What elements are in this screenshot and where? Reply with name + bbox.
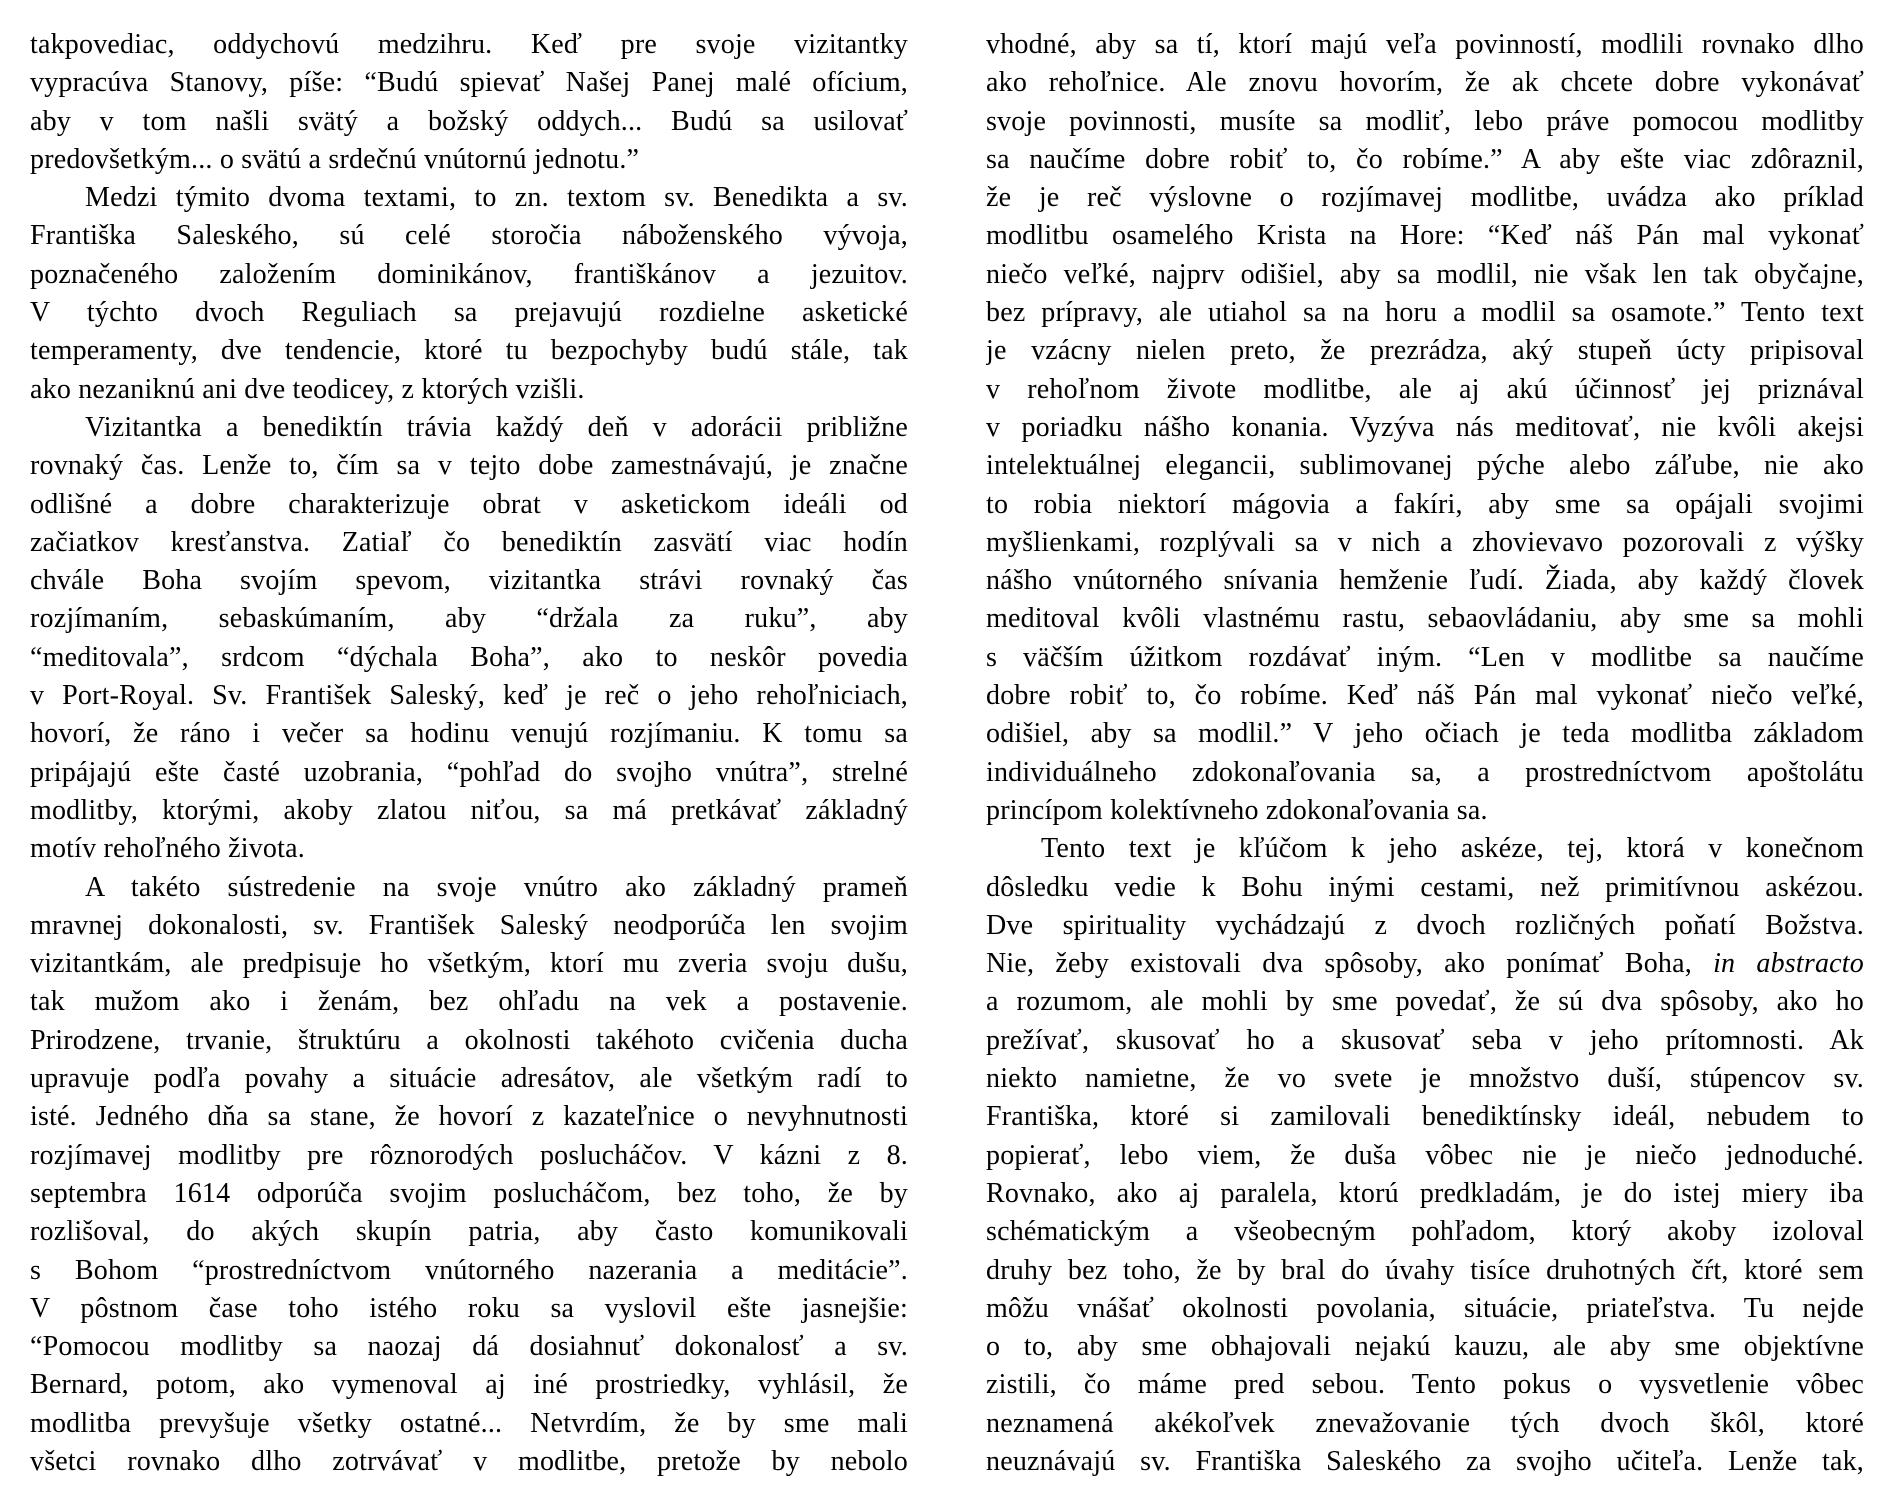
- text-line: Dve spirituality vychádzajú z dvoch rozličných poňatí Božstva.: [986, 909, 1864, 941]
- text-line: zistili, čo máme pred sebou. Tento pokus o vysvetlenie vôbec: [986, 1369, 1864, 1401]
- text-line: začiatkov kresťanstva. Zatiaľ čo benediktín zasvätí viac hodín: [30, 526, 908, 558]
- text-line: s Bohom “prostredníctvom vnútorného nazerania a meditácie”.: [30, 1254, 908, 1286]
- text-line: druhy bez toho, že by bral do úvahy tisíce druhotných čŕt, ktoré sem: [986, 1254, 1864, 1286]
- text-line: a rozumom, ale mohli by sme povedať, že sú dva spôsoby, ako ho: [986, 986, 1864, 1018]
- text-line: Vizitantka a benediktín trávia každý deň v adorácii približne: [85, 411, 908, 443]
- text-line: že je reč výslovne o rozjímavej modlitbe, uvádza ako príklad: [986, 182, 1864, 214]
- text-line: Tento text je kľúčom k jeho askéze, tej, ktorá v konečnom: [1041, 833, 1864, 865]
- text-line: Nie, žeby existovali dva spôsoby, ako ponímať Boha, in abstracto: [986, 948, 1864, 980]
- text-line: motív rehoľného života.: [30, 833, 305, 865]
- text-line: Františka, ktoré si zamilovali benediktínsky ideál, nebudem to: [986, 1101, 1864, 1133]
- text-line: septembra 1614 odporúča svojim poslucháčom, bez toho, že by: [30, 1177, 908, 1209]
- text-line: modlitbu osamelého Krista na Hore: “Keď náš Pán mal vykonať: [986, 220, 1864, 252]
- text-line: niečo veľké, najprv odišiel, aby sa modlil, nie však len tak obyčajne,: [986, 258, 1864, 290]
- text-line: aby v tom našli svätý a božský oddych... Budú sa usilovať: [30, 105, 908, 137]
- text-line: vhodné, aby sa tí, ktorí majú veľa povinností, modlili rovnako dlho: [986, 29, 1864, 60]
- text-line: pripájajú ešte časté uzobrania, “pohľad do svojho vnútra”, strelné: [30, 756, 908, 788]
- text-line: tak mužom ako i ženám, bez ohľadu na vek a postavenie.: [30, 986, 908, 1018]
- text-line: intelektuálnej elegancii, sublimovanej pýche alebo záľube, nie ako: [986, 450, 1864, 482]
- text-line: ako nezaniknú ani dve teodicey, z ktorých vzišli.: [30, 373, 585, 405]
- text-line: niekto namietne, že vo svete je množstvo duší, stúpencov sv.: [986, 1063, 1864, 1095]
- text-line: všetci rovnako dlho zotrvávať v modlitbe, pretože by nebolo: [30, 1445, 908, 1477]
- text-line: ako rehoľnice. Ale znovu hovorím, že ak chcete dobre vykonávať: [986, 67, 1864, 99]
- text-line: to robia niektorí mágovia a fakíri, aby sme sa opájali svojimi: [986, 488, 1864, 520]
- text-line: meditoval kvôli vlastnému rastu, sebaovládaniu, aby sme sa mohli: [986, 603, 1864, 635]
- text-line: schématickým a všeobecným pohľadom, ktorý akoby izoloval: [986, 1216, 1864, 1248]
- text-line: myšlienkami, rozplývali sa v nich a zhovievavo pozorovali z výšky: [986, 526, 1864, 558]
- text-column-right: [986, 26, 1864, 1500]
- text-line: rozjímavej modlitby pre rôznorodých poslucháčov. V kázni z 8.: [30, 1139, 908, 1171]
- text-line: “meditovala”, srdcom “dýchala Boha”, ako to neskôr povedia: [30, 641, 908, 673]
- text-line: neuznávajú sv. Františka Saleského za svojho učiteľa. Lenže tak,: [986, 1445, 1864, 1477]
- text-line: je vzácny nielen preto, že prezrádza, aký stupeň úcty pripisoval: [986, 335, 1864, 367]
- text-line: Bernard, potom, ako vymenoval aj iné prostriedky, vyhlásil, že: [30, 1369, 908, 1401]
- text-line: sa naučíme dobre robiť to, čo robíme.” A aby ešte viac zdôraznil,: [986, 143, 1864, 175]
- text-line: “Pomocou modlitby sa naozaj dá dosiahnuť dokonalosť a sv.: [30, 1331, 908, 1363]
- text-line: dôsledku vedie k Bohu inými cestami, než primitívnou askézou.: [986, 871, 1864, 903]
- text-line: modlitba prevyšuje všetky ostatné... Netvrdím, že by sme mali: [30, 1407, 908, 1439]
- text-line: môžu vnášať okolnosti povolania, situácie, priateľstva. Tu nejde: [986, 1292, 1864, 1324]
- text-line: princípom kolektívneho zdokonaľovania sa.: [986, 794, 1488, 826]
- text-line: o to, aby sme obhajovali nejakú kauzu, ale aby sme objektívne: [986, 1331, 1864, 1363]
- text-line: svoje povinnosti, musíte sa modliť, lebo práve pomocou modlitby: [986, 105, 1864, 137]
- text-line: predovšetkým... o svätú a srdečnú vnútornú jednotu.”: [30, 143, 640, 175]
- text-line: vizitantkám, ale predpisuje ho všetkým, ktorí mu zveria svoju dušu,: [30, 948, 908, 980]
- text-line: Rovnako, ako aj paralela, ktorú predkladám, je do istej miery iba: [986, 1177, 1864, 1209]
- text-line: individuálneho zdokonaľovania sa, a prostredníctvom apoštolátu: [986, 756, 1864, 788]
- text-line: v Port-Royal. Sv. František Saleský, keď je reč o jeho rehoľniciach,: [30, 680, 908, 712]
- text-column-left: [30, 26, 908, 1500]
- text-line: Medzi týmito dvoma textami, to zn. textom sv. Benedikta a sv.: [85, 182, 908, 214]
- text-line: odišiel, aby sa modlil.” V jeho očiach je teda modlitba základom: [986, 718, 1864, 750]
- text-line: V týchto dvoch Reguliach sa prejavujú rozdielne asketické: [30, 297, 908, 329]
- text-line: V pôstnom čase toho istého roku sa vyslovil ešte jasnejšie:: [30, 1292, 908, 1324]
- text-line: chvále Boha svojím spevom, vizitantka strávi rovnaký čas: [30, 565, 908, 597]
- text-line: takpovediac, oddychovú medzihru. Keď pre svoje vizitantky: [30, 29, 908, 60]
- text-line: rovnaký čas. Lenže to, čím sa v tejto dobe zamestnávajú, je značne: [30, 450, 908, 482]
- text-line: isté. Jedného dňa sa stane, že hovorí z kazateľnice o nevyhnutnosti: [30, 1101, 908, 1133]
- text-line: prežívať, skusovať ho a skusovať seba v jeho prítomnosti. Ak: [986, 1024, 1864, 1056]
- text-line: Prirodzene, trvanie, štruktúru a okolnosti takéhoto cvičenia ducha: [30, 1024, 908, 1056]
- text-line: nášho vnútorného snívania hemženie ľudí. Žiada, aby každý človek: [986, 565, 1864, 597]
- text-line: Františka Saleského, sú celé storočia náboženského vývoja,: [30, 220, 908, 252]
- text-line: popierať, lebo viem, že duša vôbec nie je niečo jednoduché.: [986, 1139, 1864, 1171]
- text-line: temperamenty, dve tendencie, ktoré tu bezpochyby budú stále, tak: [30, 335, 908, 367]
- text-line: modlitby, ktorými, akoby zlatou niťou, sa má pretkávať základný: [30, 794, 908, 826]
- text-line: mravnej dokonalosti, sv. František Saleský neodporúča len svojim: [30, 909, 908, 941]
- text-line: bez prípravy, ale utiahol sa na horu a modlil sa osamote.” Tento text: [986, 297, 1864, 329]
- text-line: s väčším úžitkom rozdávať iným. “Len v modlitbe sa naučíme: [986, 641, 1864, 673]
- text-line: A takéto sústredenie na svoje vnútro ako základný prameň: [85, 871, 908, 903]
- text-line: rozlišoval, do akých skupín patria, aby často komunikovali: [30, 1216, 908, 1248]
- text-line: upravuje podľa povahy a situácie adresátov, ale všetkým radí to: [30, 1063, 908, 1095]
- text-line: v poriadku nášho konania. Vyzýva nás meditovať, nie kvôli akejsi: [986, 411, 1864, 443]
- text-line: neznamená akékoľvek znevažovanie tých dvoch škôl, ktoré: [986, 1407, 1864, 1439]
- italic-phrase: in abstracto: [1713, 948, 1864, 980]
- text-line: poznačeného založením dominikánov, františkánov a jezuitov.: [30, 258, 908, 290]
- text-line: vypracúva Stanovy, píše: “Budú spievať Našej Panej malé ofícium,: [30, 67, 908, 99]
- text-line: hovorí, že ráno i večer sa hodinu venujú rozjímaniu. K tomu sa: [30, 718, 908, 750]
- text-line: v rehoľnom živote modlitbe, ale aj akú účinnosť jej priznával: [986, 373, 1864, 405]
- text-line: dobre robiť to, čo robíme. Keď náš Pán mal vykonať niečo veľké,: [986, 680, 1864, 712]
- text-line: rozjímaním, sebaskúmaním, aby “držala za ruku”, aby: [30, 603, 908, 635]
- text-line: odlišné a dobre charakterizuje obrat v asketickom ideáli od: [30, 488, 908, 520]
